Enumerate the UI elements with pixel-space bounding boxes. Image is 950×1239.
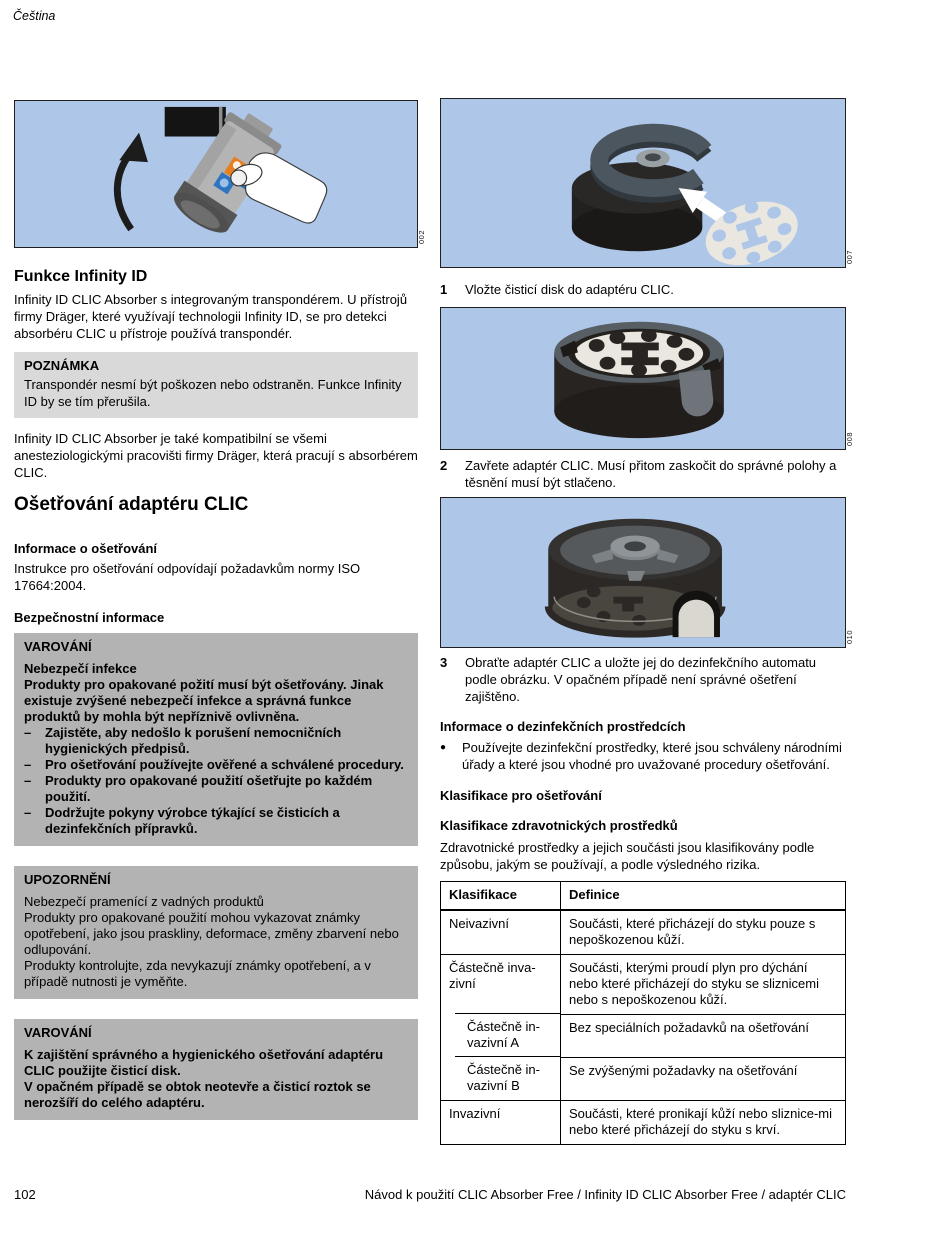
heading-classification: Klasifikace pro ošetřování xyxy=(440,788,602,803)
caution-line: Nebezpečí pramenící z vadných produktů xyxy=(24,894,264,909)
warning-list-item xyxy=(24,725,408,757)
warning-box-cleaning-disk xyxy=(14,1019,418,1120)
infinity-paragraph-1: Infinity ID CLIC Absorber s integrovaným transpondérem. U přístrojů firmy Dräger, které využívají technologii Infinity ID, se pro detekci absorbéru CLIC u přístroje používá transpondér. xyxy=(14,292,408,341)
warning-box-infection xyxy=(14,633,418,846)
disinfectants-bullet-item xyxy=(440,739,846,773)
table-header-definition: Definice xyxy=(561,882,845,910)
figure-number-label: 007 xyxy=(845,249,854,264)
table-cell-classification: Neivazivní xyxy=(441,910,561,954)
step-1 xyxy=(440,281,846,298)
warning-hazard: Nebezpečí infekce xyxy=(24,661,137,676)
table-row xyxy=(441,910,845,954)
table-cell-classification: Invazivní xyxy=(441,1100,561,1144)
dash-marker: – xyxy=(24,757,32,772)
figure-closed-adapter xyxy=(440,307,854,450)
dash-marker: – xyxy=(24,773,32,788)
heading-care-info: Informace o ošetřování xyxy=(14,541,158,556)
table-cell-classification: Částečně inva-zivní xyxy=(441,954,561,1014)
infinity-paragraph-2: Infinity ID CLIC Absorber je také kompatibilní se všemi anesteziologickými pracovišti firmy Dräger, která pracují s absorbérem CLIC. xyxy=(14,431,418,480)
table-cell-definition: Bez speciálních požadavků na ošetřování xyxy=(561,1014,845,1057)
bullet-text: Používejte dezinfekční prostředky, které jsou schváleny národními úřady a které jsou vhodné pro uvažované procedury ošetřování. xyxy=(462,740,842,772)
warning-item-text: Dodržujte pokyny výrobce týkající se čisticích a dezinfekčních přípravků. xyxy=(45,805,340,836)
heading-disinfectants: Informace o dezinfekčních prostředcích xyxy=(440,719,686,734)
caution-line: Produkty pro opakované použití mohou vykazovat známky opotřebení, jako jsou praskliny, deformace, změny zbarvení nebo odlupování. xyxy=(24,910,399,957)
note-box xyxy=(14,352,418,418)
table-row-sub xyxy=(441,1014,845,1057)
step-2 xyxy=(440,457,846,491)
table-row-sub xyxy=(441,1057,845,1100)
classification-body: Zdravotnické prostředky a jejich součásti jsou klasifikovány podle způsobu, jakým se používají, a podle výsledného rizika. xyxy=(440,840,815,872)
note-title: POZNÁMKA xyxy=(24,358,100,373)
heading-safety-info: Bezpečnostní informace xyxy=(14,610,165,625)
figure-number-label: 002 xyxy=(417,229,426,244)
page-footer xyxy=(14,1186,846,1203)
inverted-adapter-illustration xyxy=(441,498,845,647)
warning-line: V opačném případě se obtok neotevře a čisticí roztok se nerozšíří do celého adaptéru. xyxy=(24,1079,371,1110)
insert-disk-illustration xyxy=(441,99,845,267)
right-column xyxy=(440,98,854,1145)
drain-arch xyxy=(673,591,720,637)
language-label: Čeština xyxy=(13,9,56,23)
dash-marker: – xyxy=(24,805,32,820)
warning-body: Produkty pro opakované požití musí být ošetřovány. Jinak existuje zvýšené nebezpečí infekce a správná funkce produktů by mohla být nepříznivě ovlivněna. xyxy=(24,677,384,724)
table-cell-definition: Součásti, kterými proudí plyn pro dýchání nebo které přicházejí do styku se sliznicemi nebo s nepoškozenou kůží. xyxy=(561,954,845,1014)
step-3 xyxy=(440,654,846,705)
figure-insert-cleaning-disk xyxy=(440,98,854,268)
table-cell-definition: Součásti, které pronikají kůží nebo sliznice-mi nebo které přicházejí do styku s krví. xyxy=(561,1100,845,1144)
warning-list-item xyxy=(24,773,408,805)
note-body: Transpondér nesmí být poškozen nebo odstraněn. Funkce Infinity ID by se tím přerušila. xyxy=(24,377,402,409)
figure-inverted-adapter xyxy=(440,497,854,648)
table-row xyxy=(441,1100,845,1144)
figure-number-label: 008 xyxy=(845,431,854,446)
footer-document-title: Návod k použití CLIC Absorber Free / Infinity ID CLIC Absorber Free / adaptér CLIC xyxy=(364,1187,846,1202)
step-text: Zavřete adaptér CLIC. Musí přitom zaskočit do správné polohy a těsnění musí být stlačeno. xyxy=(465,458,837,490)
table-header-row xyxy=(441,882,845,910)
classification-table xyxy=(440,881,846,1145)
care-info-body: Instrukce pro ošetřování odpovídají požadavkům normy ISO 17664:2004. xyxy=(14,561,361,593)
closed-adapter-illustration xyxy=(441,308,845,449)
table-cell-classification: Částečně in-vazivní B xyxy=(441,1057,561,1100)
step-text: Obraťte adaptér CLIC a uložte jej do dezinfekčního automatu podle obrázku. V opačném případě není správné ošetření zajištěno. xyxy=(465,655,817,704)
table-cell-definition: Se zvýšenými požadavky na ošetřování xyxy=(561,1057,845,1100)
warning-line: K zajištění správného a hygienického ošetřování adaptéru CLIC použijte čisticí disk. xyxy=(24,1047,384,1078)
warning-list-item xyxy=(24,757,408,773)
table-cell-classification: Částečně in-vazivní A xyxy=(441,1014,561,1057)
step-number: 2 xyxy=(440,458,448,473)
warning-item-text: Zajistěte, aby nedošlo k porušení nemocničních hygienických předpisů. xyxy=(45,725,342,756)
step-number: 3 xyxy=(440,655,448,670)
warning-item-text: Produkty pro opakované použití ošetřujte po každém použití. xyxy=(45,773,373,804)
adapter-open-lid xyxy=(599,133,704,194)
cleaning-disk xyxy=(697,190,806,267)
page-number: 102 xyxy=(14,1187,36,1202)
warning-title: VAROVÁNÍ xyxy=(24,639,92,654)
step-number: 1 xyxy=(440,282,448,297)
left-column xyxy=(14,100,426,1120)
heading-device-classification: Klasifikace zdravotnických prostředků xyxy=(440,818,678,833)
step-text: Vložte čisticí disk do adaptéru CLIC. xyxy=(465,282,674,297)
warning-list-item xyxy=(24,805,408,837)
caution-box xyxy=(14,866,418,999)
table-cell-definition: Součásti, které přicházejí do styku pouze s nepoškozenou kůží. xyxy=(561,910,845,954)
table-header-classification: Klasifikace xyxy=(441,882,561,910)
figure-number-label: 010 xyxy=(845,629,854,644)
bullet-marker: ● xyxy=(440,742,447,753)
table-row xyxy=(441,954,845,1014)
chapter-title-care: Ošetřování adaptéru CLIC xyxy=(14,494,249,515)
warning-title: VAROVÁNÍ xyxy=(24,1025,92,1040)
caution-line: Produkty kontrolujte, zda nevykazují známky opotřebení, a v případě nutnosti je vyměňte. xyxy=(24,958,371,989)
warning-item-text: Pro ošetřování používejte ověřené a schválené procedury. xyxy=(45,757,404,772)
section-title-infinity: Funkce Infinity ID xyxy=(14,268,148,285)
dash-marker: – xyxy=(24,725,32,740)
absorber-removal-illustration xyxy=(15,101,417,247)
rotate-up-arrow-icon xyxy=(117,133,148,230)
caution-title: UPOZORNĚNÍ xyxy=(24,872,111,887)
figure-absorber-removal xyxy=(14,100,426,248)
